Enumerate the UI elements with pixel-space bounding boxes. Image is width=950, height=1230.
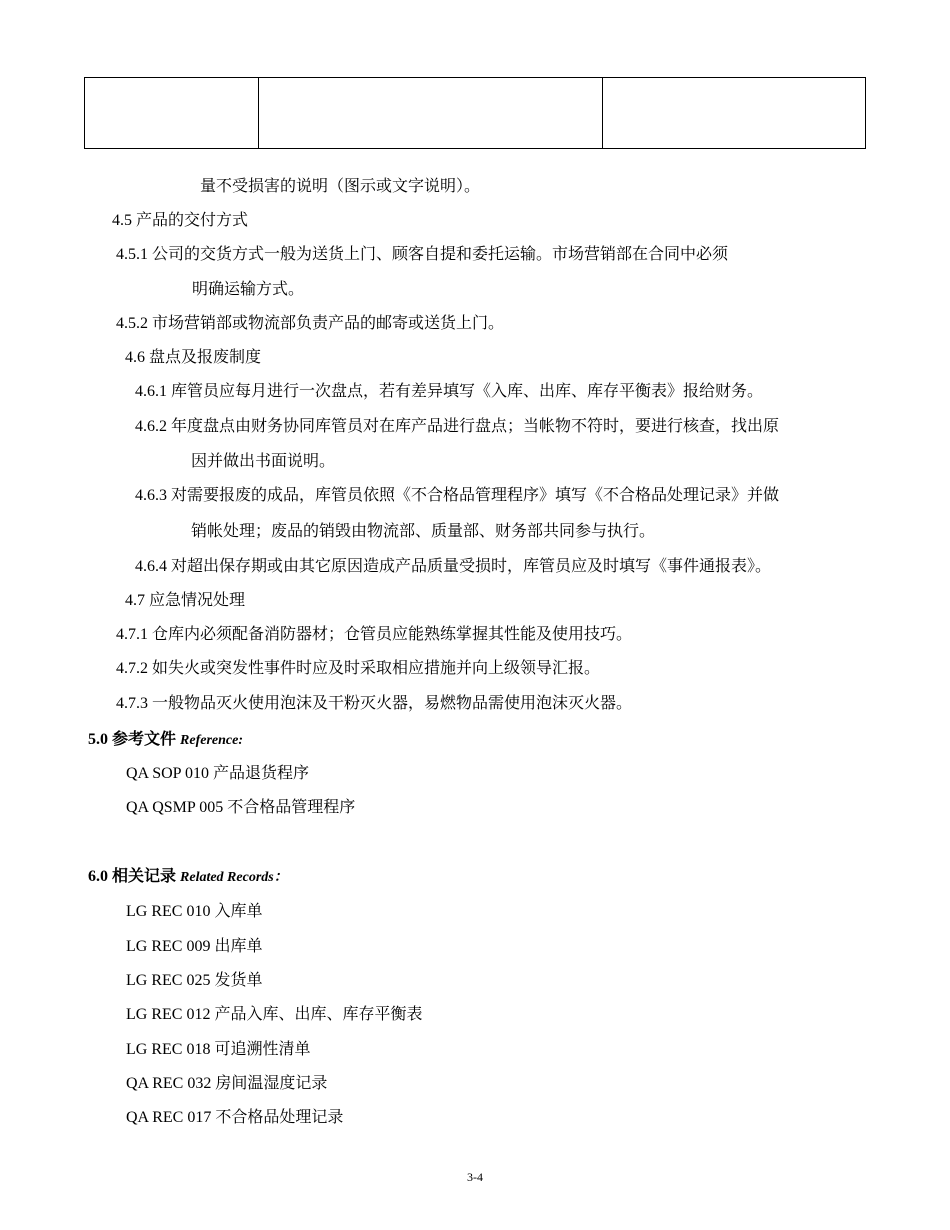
table-cell: [259, 78, 603, 149]
record-item: LG REC 025 发货单: [126, 972, 263, 989]
body-line: 4.6.4 对超出保存期或由其它原因造成产品质量受损时，库管员应及时填写《事件通报表》。: [135, 558, 772, 575]
top-table-fragment: [84, 77, 866, 149]
record-item: QA REC 017 不合格品处理记录: [126, 1109, 344, 1126]
heading-cn: 5.0 参考文件: [88, 731, 177, 748]
reference-item: QA SOP 010 产品退货程序: [126, 765, 309, 782]
reference-item: QA QSMP 005 不合格品管理程序: [126, 799, 356, 816]
record-item: LG REC 018 可追溯性清单: [126, 1041, 311, 1058]
section-heading-5: [88, 729, 243, 752]
body-line: 4.6.1 库管员应每月进行一次盘点，若有差异填写《入库、出库、库存平衡表》报给财务。: [135, 383, 764, 400]
body-line: 4.6.3 对需要报废的成品，库管员依照《不合格品管理程序》填写《不合格品处理记录》并做: [135, 487, 780, 504]
record-item: LG REC 009 出库单: [126, 938, 263, 955]
body-line: 因并做出书面说明。: [191, 453, 336, 470]
body-line: 4.5.2 市场营销部或物流部负责产品的邮寄或送货上门。: [116, 315, 505, 332]
body-line: 量不受损害的说明（图示或文字说明）。: [200, 178, 481, 195]
body-line: 4.7.1 仓库内必须配备消防器材；仓管员应能熟练掌握其性能及使用技巧。: [116, 626, 633, 643]
table-cell: [85, 78, 259, 149]
section-heading-4-7: 4.7 应急情况处理: [125, 592, 246, 609]
heading-cn: 6.0 相关记录: [88, 868, 177, 885]
table-row: [85, 78, 866, 149]
heading-en: Related Records：: [180, 870, 288, 885]
heading-en: Reference:: [180, 733, 243, 748]
page-number: 3-4: [467, 1170, 483, 1184]
section-heading-4-6: 4.6 盘点及报废制度: [125, 349, 262, 366]
body-line: 销帐处理；废品的销毁由物流部、质量部、财务部共同参与执行。: [191, 523, 656, 540]
body-line: 4.7.2 如失火或突发性事件时应及时采取相应措施并向上级领导汇报。: [116, 660, 601, 677]
body-line: 4.7.3 一般物品灭火使用泡沫及干粉灭火器，易燃物品需使用泡沫灭火器。: [116, 695, 633, 712]
body-line: 4.6.2 年度盘点由财务协同库管员对在库产品进行盘点；当帐物不符时，要进行核查，找出原: [135, 418, 780, 435]
section-heading-6: [88, 866, 288, 889]
section-heading-4-5: 4.5 产品的交付方式: [112, 212, 249, 229]
record-item: LG REC 012 产品入库、出库、库存平衡表: [126, 1006, 423, 1023]
table-cell: [603, 78, 866, 149]
body-line: 明确运输方式。: [192, 281, 305, 298]
record-item: QA REC 032 房间温湿度记录: [126, 1075, 328, 1092]
record-item: LG REC 010 入库单: [126, 903, 263, 920]
body-line: 4.5.1 公司的交货方式一般为送货上门、顾客自提和委托运输。市场营销部在合同中必须: [116, 246, 729, 263]
